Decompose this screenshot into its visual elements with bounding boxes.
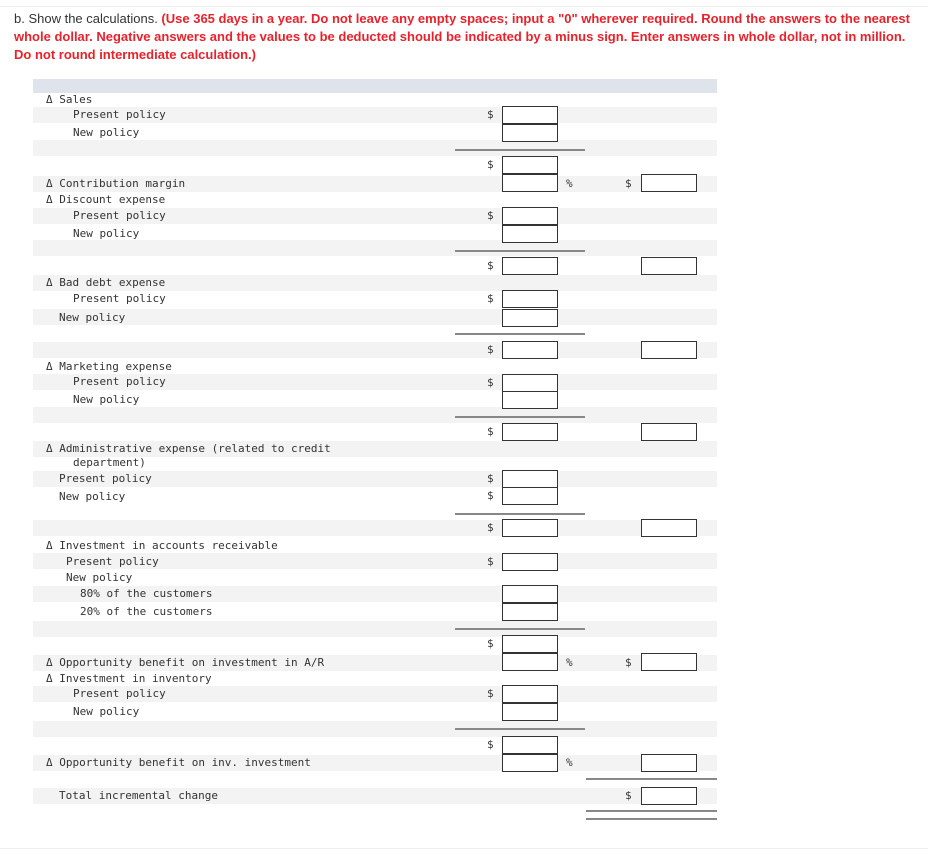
admin-new-input[interactable] [502,487,558,505]
subtotal-rule [455,628,585,630]
currency-symbol: $ [487,425,494,438]
sales-present-input[interactable] [502,106,558,124]
sales-difference-input[interactable] [502,156,558,174]
currency-symbol: $ [487,158,494,171]
currency-symbol: $ [625,656,632,669]
row-band [33,721,717,737]
row-band [33,407,717,423]
table-header-bar [33,79,717,93]
instructions-requirements: (Use 365 days in a year. Do not leave any empty spaces; input a "0" wherever required. Round the answers to the nearest whole dollar. Negative answers and the values to be deducted should be indicated by a minus sign. Enter answers in whole dollar, not in million. Do not round intermediate calculation.) [14,11,910,62]
admin-total-input[interactable] [641,519,697,537]
admin-difference-input[interactable] [502,519,558,537]
row-band [33,621,717,637]
ar-new-20pct-input[interactable] [502,603,558,621]
investment-inventory-label: Δ Investment in inventory [46,672,212,685]
inventory-new-label: New policy [73,705,140,718]
subtotal-rule [455,250,585,252]
currency-symbol: $ [487,687,494,700]
bad-debt-total-input[interactable] [641,341,697,359]
percent-sign: % [566,756,573,769]
currency-symbol: $ [487,738,494,751]
admin-expense-label: Δ Administrative expense (related to credit [46,442,331,455]
ar-difference-input[interactable] [502,635,558,653]
currency-symbol: $ [487,521,494,534]
subtotal-rule [455,149,585,151]
currency-symbol: $ [487,108,494,121]
admin-expense-label-cont: department) [73,456,146,469]
discount-total-input[interactable] [641,257,697,275]
bad-debt-difference-input[interactable] [502,341,558,359]
discount-new-input[interactable] [502,225,558,243]
sales-present-label: Present policy [73,108,166,121]
ar-new-label: New policy [66,571,133,584]
investment-ar-label: Δ Investment in accounts receivable [46,539,278,552]
ar-new-80pct-input[interactable] [502,585,558,603]
currency-symbol: $ [625,789,632,802]
inventory-new-input[interactable] [502,703,558,721]
double-rule-bottom [586,818,717,820]
discount-difference-input[interactable] [502,257,558,275]
instructions-prefix: b. Show the calculations. [14,11,162,26]
currency-symbol: $ [487,292,494,305]
marketing-present-input[interactable] [502,374,558,392]
ar-present-label: Present policy [66,555,159,568]
instructions [14,10,914,64]
row-band [33,520,717,536]
subtotal-rule [455,728,585,730]
currency-symbol: $ [487,209,494,222]
total-rule [586,778,717,780]
inventory-difference-input[interactable] [502,736,558,754]
percent-sign: % [566,656,573,669]
sales-new-input[interactable] [502,124,558,142]
sales-new-label: New policy [73,126,140,139]
admin-present-input[interactable] [502,470,558,488]
row-band [33,342,717,358]
opportunity-inv-total-input[interactable] [641,754,697,772]
inventory-present-input[interactable] [502,685,558,703]
subtotal-rule [455,333,585,335]
discount-present-label: Present policy [73,209,166,222]
opportunity-inv-rate-input[interactable] [502,754,558,772]
row-band [33,140,717,156]
discount-new-label: New policy [73,227,140,240]
sales-label: Δ Sales [46,93,93,106]
marketing-expense-label: Δ Marketing expense [46,360,172,373]
currency-symbol: $ [487,555,494,568]
row-band [33,309,717,325]
discount-present-input[interactable] [502,207,558,225]
currency-symbol: $ [625,177,632,190]
currency-symbol: $ [487,472,494,485]
discount-expense-label: Δ Discount expense [46,193,166,206]
marketing-new-input[interactable] [502,391,558,409]
total-label: Total incremental change [59,789,218,802]
contribution-margin-rate-input[interactable] [502,174,558,192]
currency-symbol: $ [487,376,494,389]
row-band [33,240,717,256]
contribution-margin-label: Δ Contribution margin [46,177,186,190]
bad-new-label: New policy [59,311,126,324]
currency-symbol: $ [487,343,494,356]
admin-present-label: Present policy [59,472,152,485]
opportunity-ar-label: Δ Opportunity benefit on investment in A/R [46,656,325,669]
marketing-new-label: New policy [73,393,140,406]
currency-symbol: $ [487,489,494,502]
double-rule-top [586,810,717,812]
opportunity-ar-rate-input[interactable] [502,653,558,671]
subtotal-rule [455,513,585,515]
bad-debt-label: Δ Bad debt expense [46,276,166,289]
marketing-difference-input[interactable] [502,423,558,441]
contribution-margin-total-input[interactable] [641,174,697,192]
marketing-present-label: Present policy [73,375,166,388]
ar-20pct-label: 20% of the customers [80,605,213,618]
currency-symbol: $ [487,637,494,650]
bad-debt-new-input[interactable] [502,309,558,327]
bad-debt-present-input[interactable] [502,290,558,308]
ar-80pct-label: 80% of the customers [80,587,213,600]
bottom-divider [0,848,928,849]
subtotal-rule [455,416,585,418]
top-divider [0,6,928,7]
opportunity-ar-total-input[interactable] [641,653,697,671]
total-incremental-change-input[interactable] [641,787,697,805]
admin-new-label: New policy [59,490,126,503]
ar-present-input[interactable] [502,553,558,571]
inventory-present-label: Present policy [73,687,166,700]
opportunity-inv-label: Δ Opportunity benefit on inv. investment [46,756,311,769]
currency-symbol: $ [487,259,494,272]
bad-present-label: Present policy [73,292,166,305]
marketing-total-input[interactable] [641,423,697,441]
percent-sign: % [566,177,573,190]
